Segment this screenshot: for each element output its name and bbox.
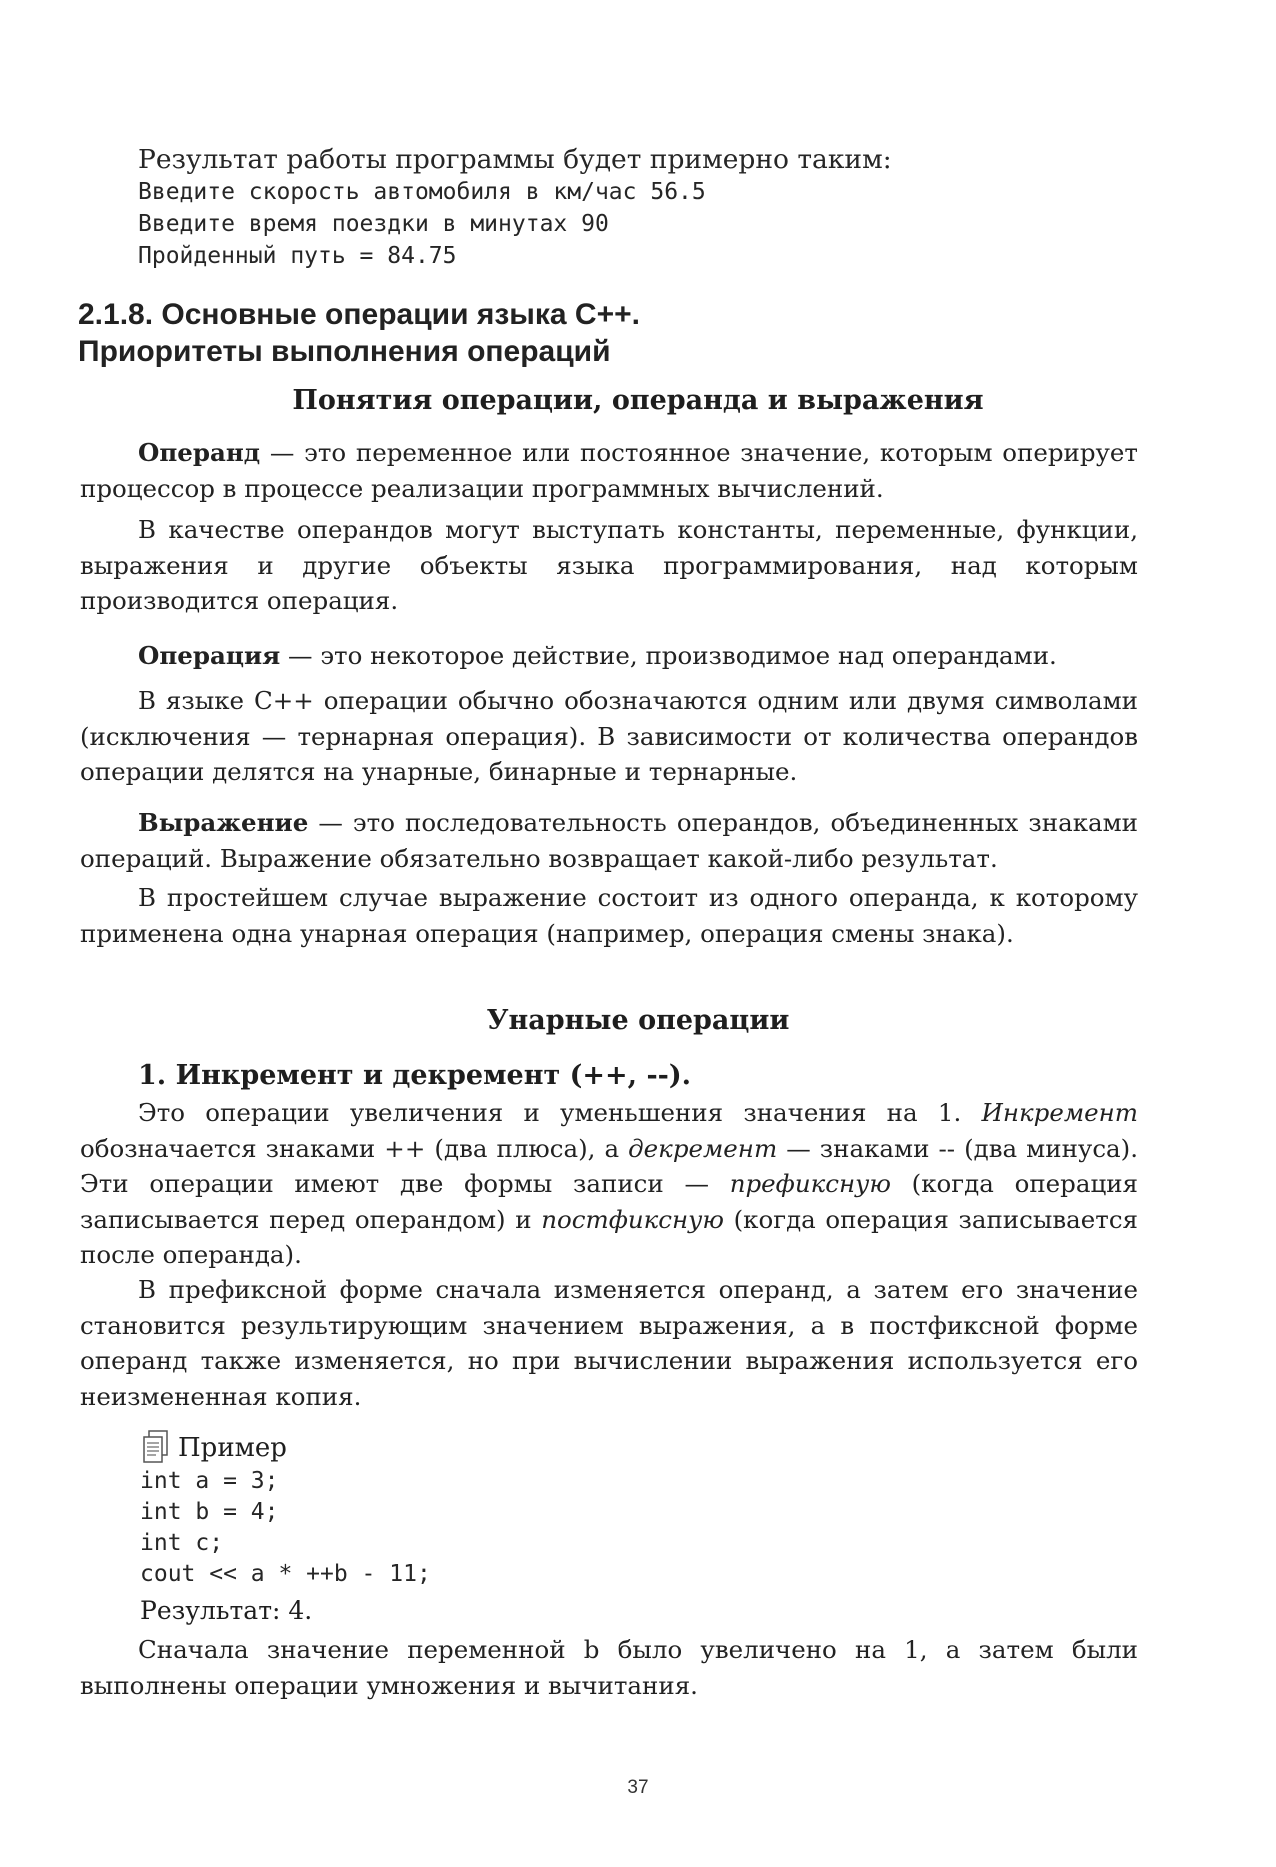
term-expression: Выражение	[138, 808, 309, 837]
subheading-concepts: Понятия операции, операнда и выражения	[292, 385, 984, 416]
paragraph-operation: Операция — это некоторое действие, производимое над операндами.	[138, 641, 1057, 670]
subheading-unary: Унарные операции	[486, 1005, 790, 1036]
paragraph-cpp-operations: В языке C++ операции обычно обозначаются одним или двумя символами (исключения — тернарная операция). В зависимости от количества операндов операции делятся на унарные, бинарные и тернарные.	[80, 686, 1138, 786]
code-line-2: int b = 4;	[140, 1499, 279, 1525]
example-result: Результат: 4.	[140, 1596, 313, 1625]
paragraph-simplest-case: В простейшем случае выражение состоит из одного операнда, к которому применена одна унарная операция (например, операция смены знака).	[80, 883, 1138, 948]
document-icon	[142, 1430, 170, 1464]
item-increment-heading: 1. Инкремент и декремент (++, --).	[138, 1060, 692, 1091]
paragraph-expression: Выражение — это последовательность операндов, объединенных знаками операций. Выражение обязательно возвращает какой-либо результат.	[80, 808, 1138, 873]
paragraph-increment-decrement: Это операции увеличения и уменьшения значения на 1. Инкремент обозначается знаками ++ (два плюса), а декремент — знаками -- (два минуса). Эти операции имеют две формы записи — префиксную (когда операция записывается перед операндом) и постфиксную (когда операция записывается после операнда).	[80, 1098, 1138, 1269]
term-operand: Операнд	[138, 438, 261, 467]
term-operation: Операция	[138, 641, 281, 670]
paragraph-operand-kinds: В качестве операндов могут выступать константы, переменные, функции, выражения и другие объекты языка программирования, над которым производится операция.	[80, 515, 1138, 615]
paragraph-operand: Операнд — это переменное или постоянное значение, которым оперирует процессор в процессе реализации программных вычислений.	[80, 438, 1138, 503]
example-label: Пример	[178, 1433, 287, 1463]
section-title-line2: Приоритеты выполнения операций	[78, 335, 611, 368]
page-number: 37	[627, 1777, 649, 1798]
paragraph-prefix-postfix: В префиксной форме сначала изменяется операнд, а затем его значение становится результирующим значением выражения, а в постфиксной форме операнд также изменяется, но при вычислении выражения используется его неизмененная копия.	[80, 1275, 1138, 1411]
output-line-1: Введите скорость автомобиля в км/час 56.5	[138, 179, 706, 205]
paragraph-explanation: Сначала значение переменной b было увеличено на 1, а затем были выполнены операции умножения и вычитания.	[80, 1635, 1138, 1700]
output-line-3: Пройденный путь = 84.75	[138, 243, 457, 269]
intro-line: Результат работы программы будет примерно таким:	[138, 144, 892, 175]
section-title: 2.1.8. Основные операции языка С++.	[78, 298, 640, 331]
code-line-3: int c;	[140, 1530, 224, 1556]
code-line-4: cout << a * ++b - 11;	[140, 1561, 431, 1587]
output-line-2: Введите время поездки в минутах 90	[138, 211, 609, 237]
code-line-1: int a = 3;	[140, 1468, 279, 1494]
